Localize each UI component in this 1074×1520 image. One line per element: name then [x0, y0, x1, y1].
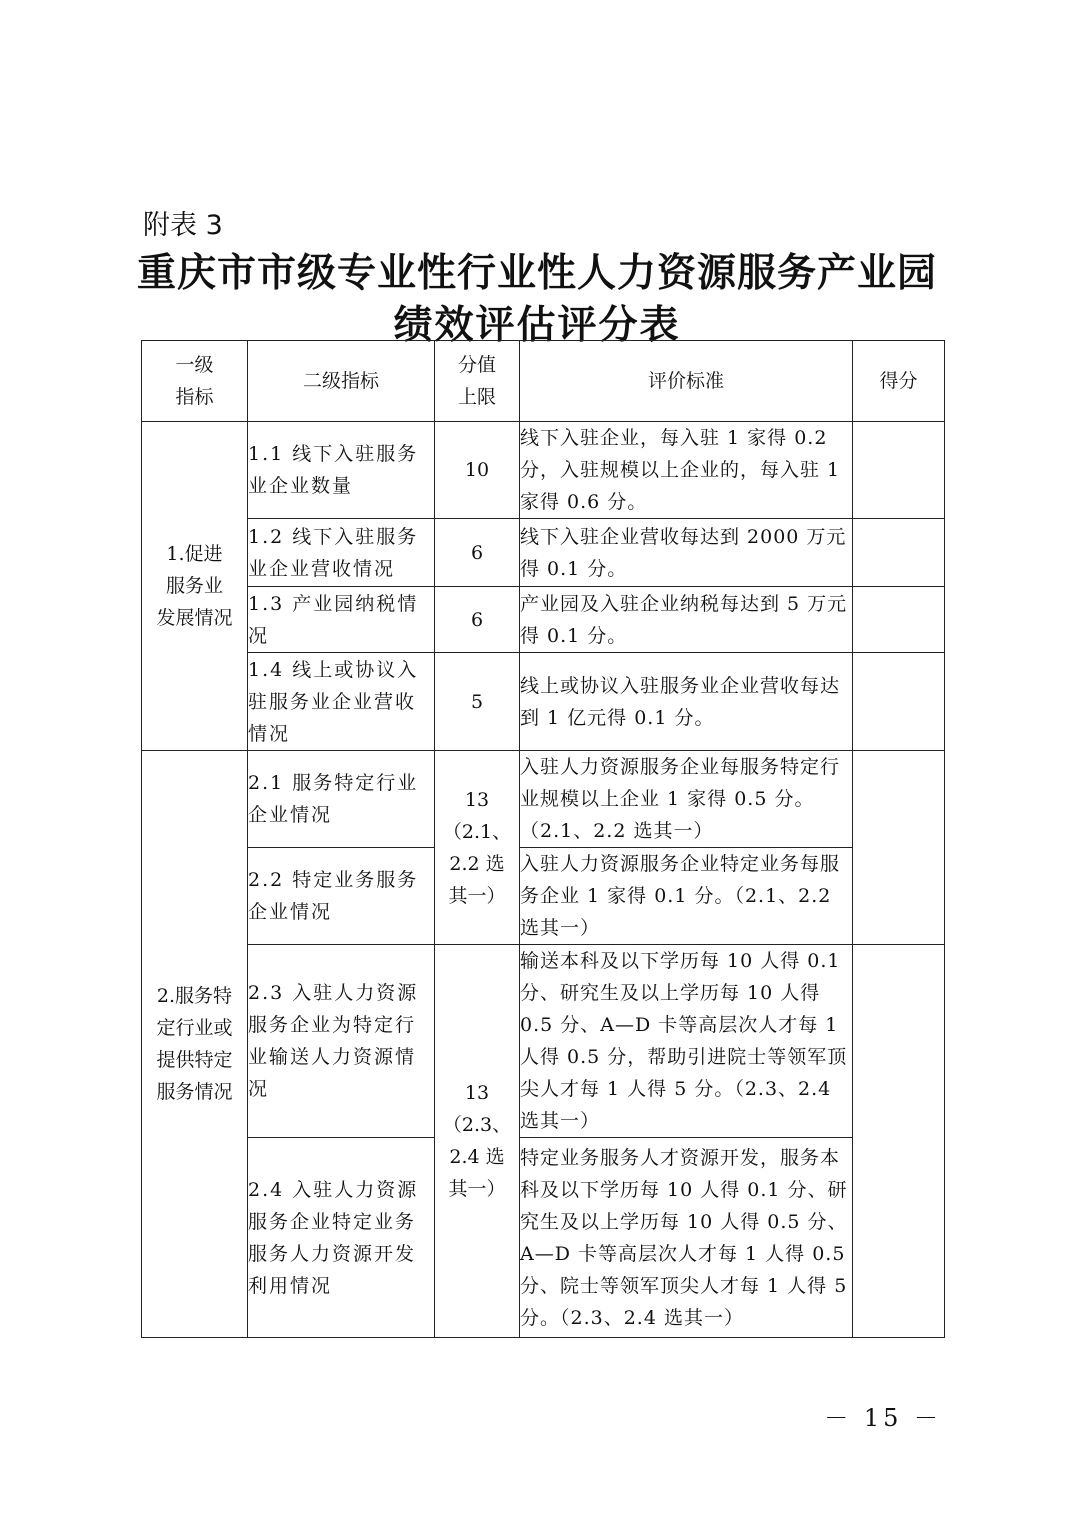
criteria-2-3: 输送本科及以下学历每 10 人得 0.1 分、研究生及以上学历每 10 人得 0.5 分、A—D 卡等高层次人才每 1 人得 0.5 分，帮助引进院士等领军顶尖人才每 1 人得 5 分。（2.3、2.4 选其一） — [520, 945, 853, 1138]
criteria-1-1: 线下入驻企业，每入驻 1 家得 0.2 分，入驻规模以上企业的，每入驻 1 家得 0.6 分。 — [520, 422, 853, 519]
max-line: 其一） — [448, 1178, 506, 1200]
max-1-2: 6 — [435, 519, 520, 587]
indicator-2-3: 2.3 入驻人力资源服务企业为特定行业输送人力资源情况 — [248, 945, 435, 1138]
max-line: （2.3、 — [442, 1114, 512, 1136]
page-title-line2: 绩效评估评分表 — [393, 303, 681, 348]
table-row — [142, 422, 945, 519]
group1-label-line: 发展情况 — [156, 607, 233, 629]
max-2-1-2 — [435, 751, 520, 945]
group2-label — [142, 751, 248, 1338]
score-cell — [853, 945, 945, 1338]
score-cell — [853, 519, 945, 587]
indicator-2-1: 2.1 服务特定行业企业情况 — [248, 751, 435, 848]
group2-label-line: 服务情况 — [156, 1081, 233, 1103]
table-header-row — [142, 341, 945, 422]
max-line: （2.1、 — [442, 820, 512, 843]
table-row — [142, 848, 945, 945]
max-line: 其一） — [448, 884, 506, 907]
indicator-1-3: 1.3 产业园纳税情况 — [248, 587, 435, 653]
page-title-line1: 重庆市市级专业性行业性人力资源服务产业园 — [136, 251, 937, 296]
group1-label — [142, 422, 248, 751]
score-cell — [853, 751, 945, 945]
group2-label-line: 2.服务特 — [156, 985, 233, 1007]
table-row — [142, 945, 945, 1138]
group2-label-line: 定行业或 — [156, 1017, 233, 1039]
indicator-1-1: 1.1 线下入驻服务业企业数量 — [248, 422, 435, 519]
criteria-1-3: 产业园及入驻企业纳税每达到 5 万元得 0.1 分。 — [520, 587, 853, 653]
indicator-1-2: 1.2 线下入驻服务业企业营收情况 — [248, 519, 435, 587]
score-cell — [853, 422, 945, 519]
header-level1-line1: 一级 — [175, 354, 214, 376]
indicator-2-2: 2.2 特定业务服务企业情况 — [248, 848, 435, 945]
table-row — [142, 587, 945, 653]
max-line: 2.4 选 — [449, 1146, 505, 1168]
criteria-2-4: 特定业务服务人才资源开发，服务本科及以下学历每 10 人得 0.1 分、研究生及以上学历每 10 人得 0.5 分、A—D 卡等高层次人才每 1 人得 0.5 分、院士等领军顶尖人才每 1 人得 5 分。（2.3、2.4 选其一） — [520, 1138, 853, 1338]
score-cell — [853, 653, 945, 751]
scoring-table — [141, 340, 945, 1338]
criteria-2-2: 入驻人力资源服务企业特定业务每服务企业 1 家得 0.1 分。（2.1、2.2 选其一） — [520, 848, 853, 945]
table-row — [142, 1138, 945, 1338]
header-criteria: 评价标准 — [520, 341, 853, 422]
max-line: 2.2 选 — [449, 852, 505, 875]
group1-label-line: 1.促进 — [166, 543, 223, 565]
header-level1 — [142, 341, 248, 422]
max-1-3: 6 — [435, 587, 520, 653]
table-row — [142, 751, 945, 848]
header-max-score — [435, 341, 520, 422]
header-score: 得分 — [853, 341, 945, 422]
group2-label-line: 提供特定 — [156, 1049, 233, 1071]
criteria-2-1: 入驻人力资源服务企业每服务特定行业规模以上企业 1 家得 0.5 分。（2.1、2.2 选其一） — [520, 751, 853, 848]
criteria-1-4: 线上或协议入驻服务业企业营收每达到 1 亿元得 0.1 分。 — [520, 653, 853, 751]
table-row — [142, 519, 945, 587]
header-level2: 二级指标 — [248, 341, 435, 422]
max-2-3-4 — [435, 945, 520, 1338]
max-1-4: 5 — [435, 653, 520, 751]
header-max-line1: 分值 — [457, 354, 496, 376]
max-1-1: 10 — [435, 422, 520, 519]
max-line: 13 — [464, 1082, 490, 1104]
table-row — [142, 653, 945, 751]
criteria-1-2: 线下入驻企业营收每达到 2000 万元得 0.1 分。 — [520, 519, 853, 587]
indicator-2-4: 2.4 入驻人力资源服务企业特定业务服务人力资源开发利用情况 — [248, 1138, 435, 1338]
group1-label-line: 服务业 — [165, 575, 223, 597]
header-level1-line2: 指标 — [175, 386, 214, 408]
indicator-1-4: 1.4 线上或协议入驻服务业企业营收情况 — [248, 653, 435, 751]
appendix-label: 附表 3 — [143, 210, 223, 241]
header-max-line2: 上限 — [457, 386, 496, 408]
max-line: 13 — [464, 788, 490, 811]
score-cell — [853, 587, 945, 653]
page-number: － 15 － — [824, 1404, 942, 1432]
